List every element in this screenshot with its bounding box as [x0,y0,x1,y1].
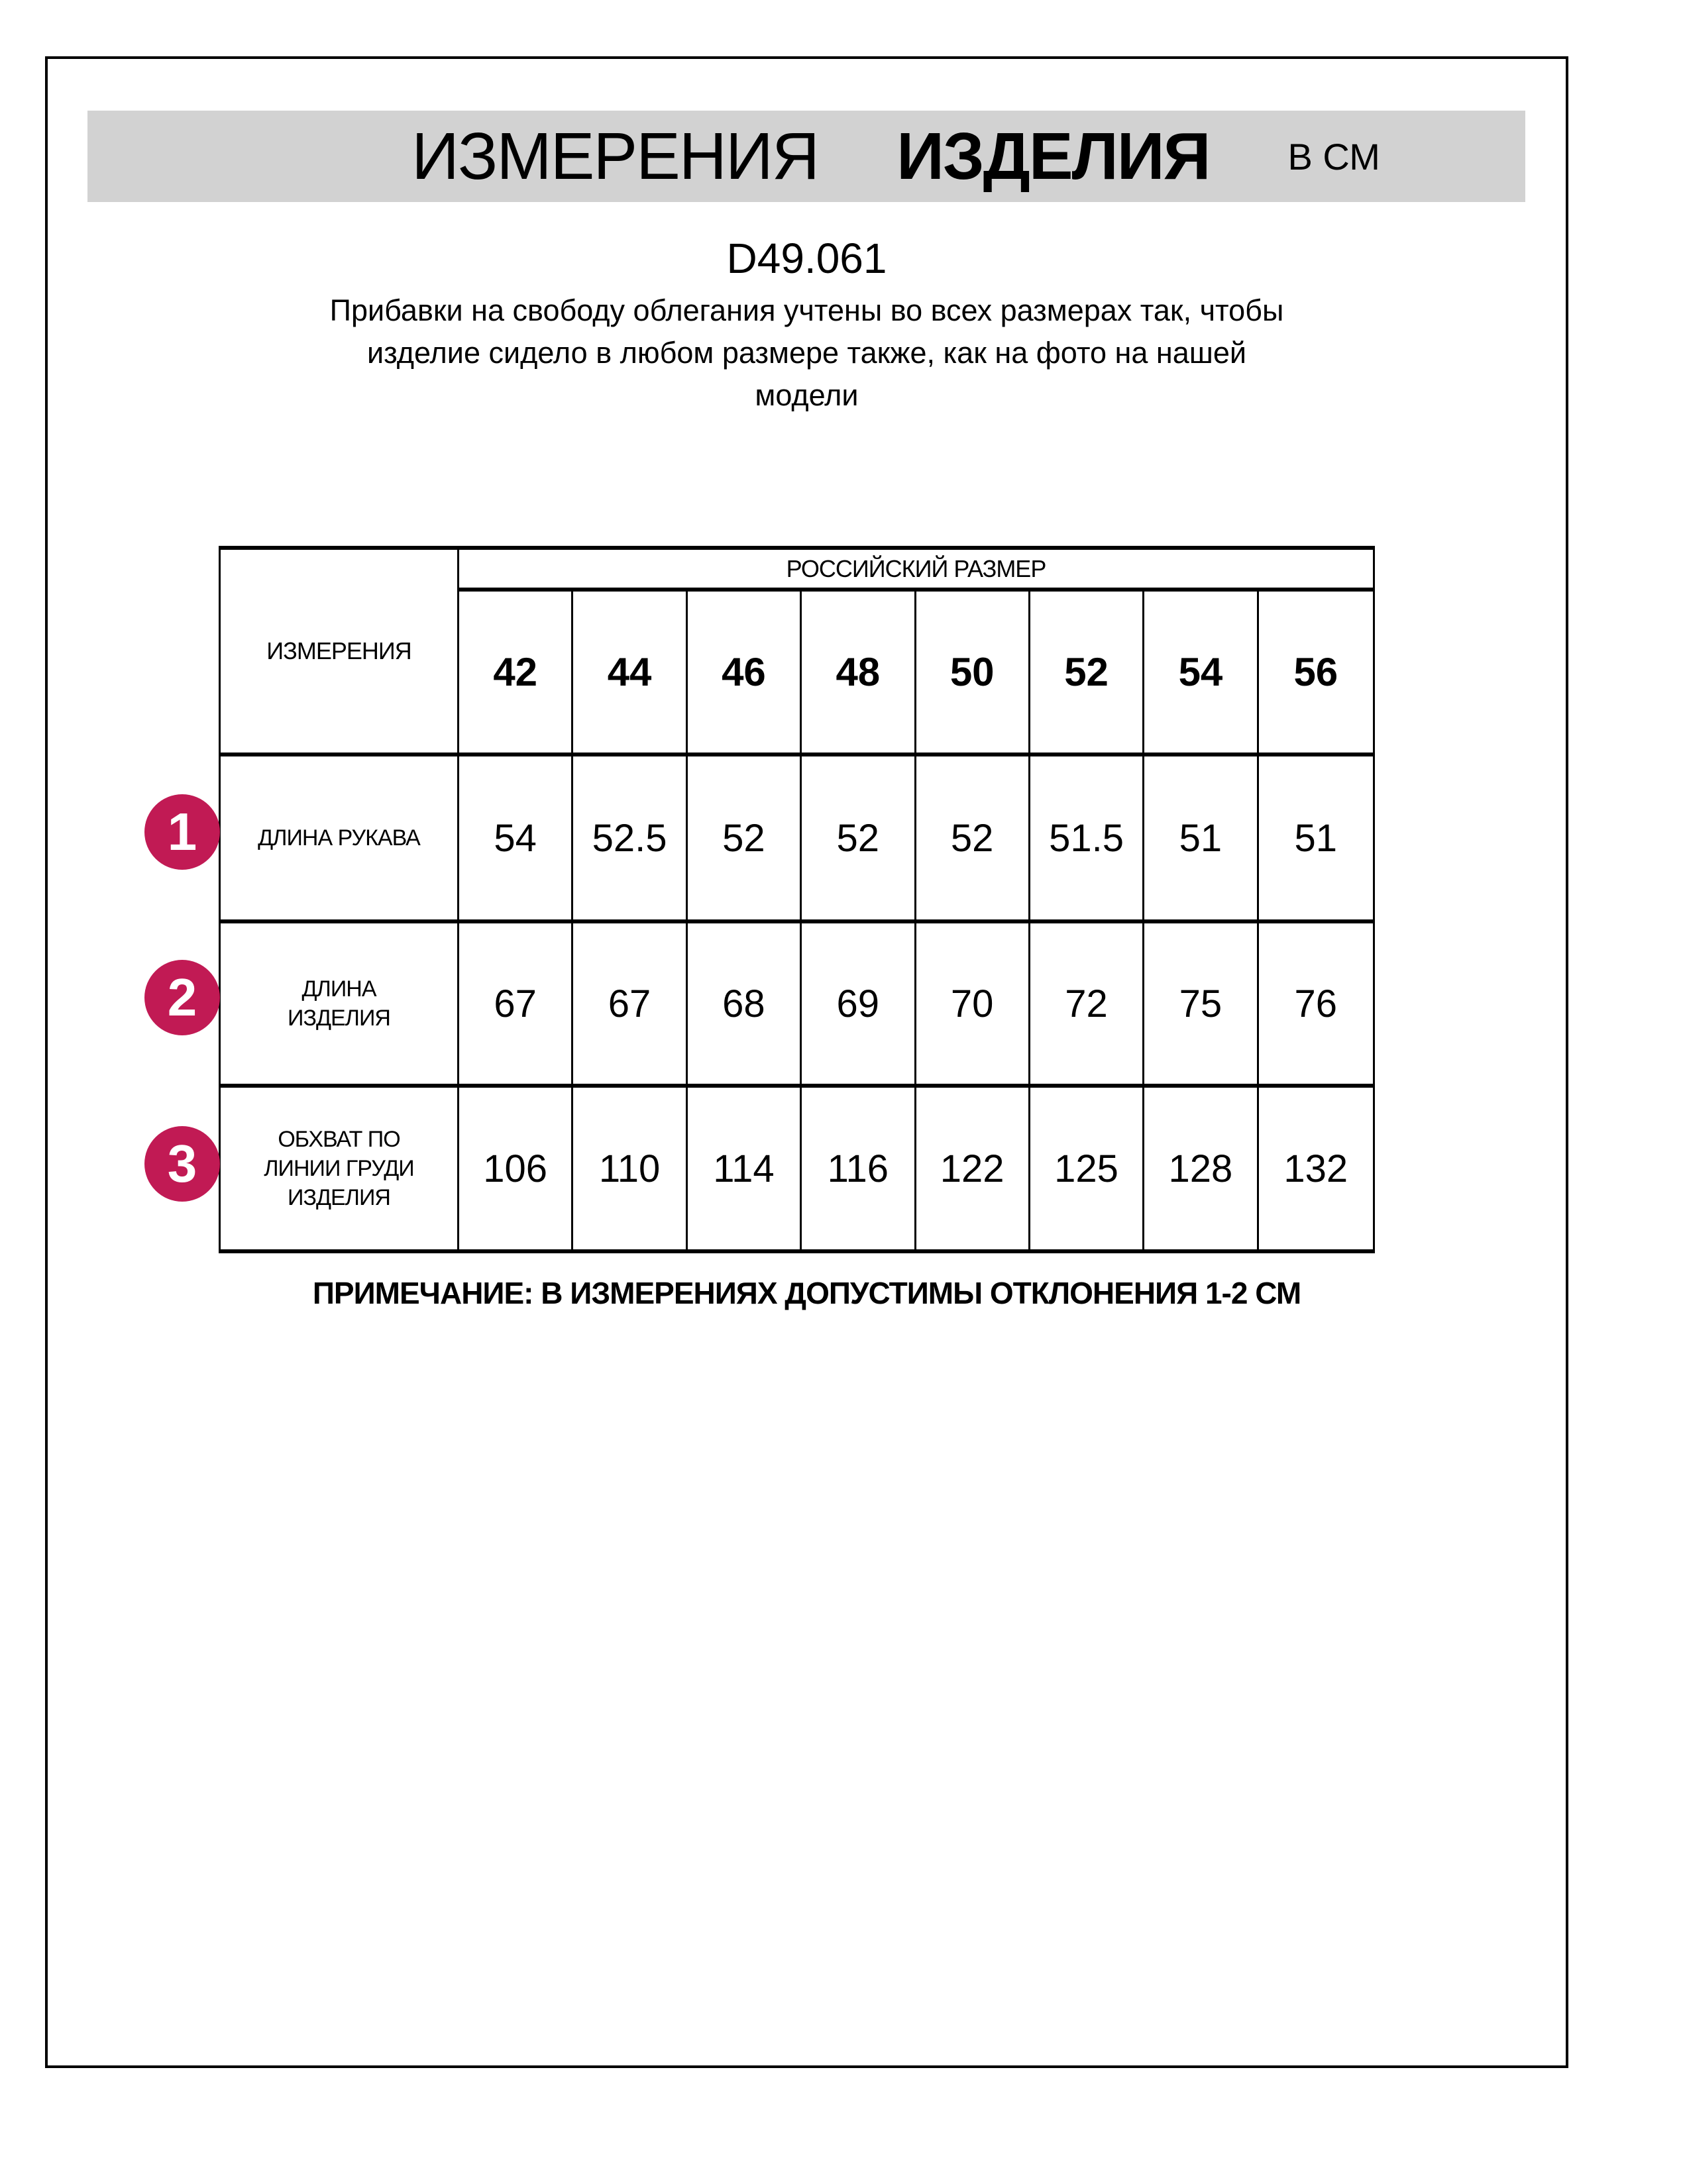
corner-label: ИЗМЕРЕНИЯ [221,550,459,753]
row-label-line: ЛИНИИ ГРУДИ [264,1156,414,1181]
description-line-3: модели [755,378,859,412]
marker-circle-1: 1 [144,794,220,870]
size-header-42: 42 [459,588,573,753]
size-header-56: 56 [1259,588,1373,753]
value-cell: 52 [688,753,802,919]
size-header-46: 46 [688,588,802,753]
value-cell: 51 [1259,753,1373,919]
value-cell: 106 [459,1084,573,1249]
title-unit: В СМ [1287,135,1380,178]
row-label-line: ДЛИНА [301,976,376,1002]
value-cell: 114 [688,1084,802,1249]
value-cell: 110 [573,1084,687,1249]
group-header: РОССИЙСКИЙ РАЗМЕР [786,554,1046,582]
size-header-52: 52 [1030,588,1144,753]
row-label-line: ИЗДЕЛИЯ [288,1006,390,1031]
value-cell: 76 [1259,919,1373,1084]
value-cell: 67 [573,919,687,1084]
title-product: ИЗДЕЛИЯ [896,119,1210,193]
value-cell: 69 [802,919,916,1084]
row-label-line: ДЛИНА РУКАВА [258,825,420,851]
article-number: D49.061 [726,234,887,282]
value-cell: 51.5 [1030,753,1144,919]
size-header-50: 50 [916,588,1030,753]
value-cell: 52 [916,753,1030,919]
value-cell: 51 [1144,753,1258,919]
value-cell: 122 [916,1084,1030,1249]
description [48,289,1566,417]
description-line-1: Прибавки на свободу облегания учтены во всех размерах так, чтобы [329,293,1284,327]
title-bar [87,111,1525,202]
value-cell: 70 [916,919,1030,1084]
marker-circle-2: 2 [144,960,220,1035]
value-cell: 72 [1030,919,1144,1084]
value-cell: 125 [1030,1084,1144,1249]
title-measurements: ИЗМЕРЕНИЯ [411,119,819,193]
value-cell: 52 [802,753,916,919]
row-label-line: ИЗДЕЛИЯ [288,1185,390,1210]
row-label-chest-girth [221,1084,459,1249]
marker-circle-3: 3 [144,1126,220,1202]
size-header-54: 54 [1144,588,1258,753]
value-cell: 75 [1144,919,1258,1084]
note: ПРИМЕЧАНИЕ: В ИЗМЕРЕНИЯХ ДОПУСТИМЫ ОТКЛОНЕНИЯ 1-2 СМ [312,1276,1301,1310]
value-cell: 54 [459,753,573,919]
value-cell: 67 [459,919,573,1084]
size-header-48: 48 [802,588,916,753]
value-cell: 68 [688,919,802,1084]
row-label-line: ОБХВАТ ПО [278,1127,400,1152]
value-cell: 132 [1259,1084,1373,1249]
value-cell: 52.5 [573,753,687,919]
page-frame [45,56,1568,2068]
value-cell: 128 [1144,1084,1258,1249]
value-cell: 116 [802,1084,916,1249]
row-label-sleeve-length [221,753,459,919]
row-label-product-length [221,919,459,1084]
size-header-44: 44 [573,588,687,753]
size-table [219,546,1375,1253]
description-line-2: изделие сидело в любом размере также, как на фото на нашей [366,336,1247,370]
